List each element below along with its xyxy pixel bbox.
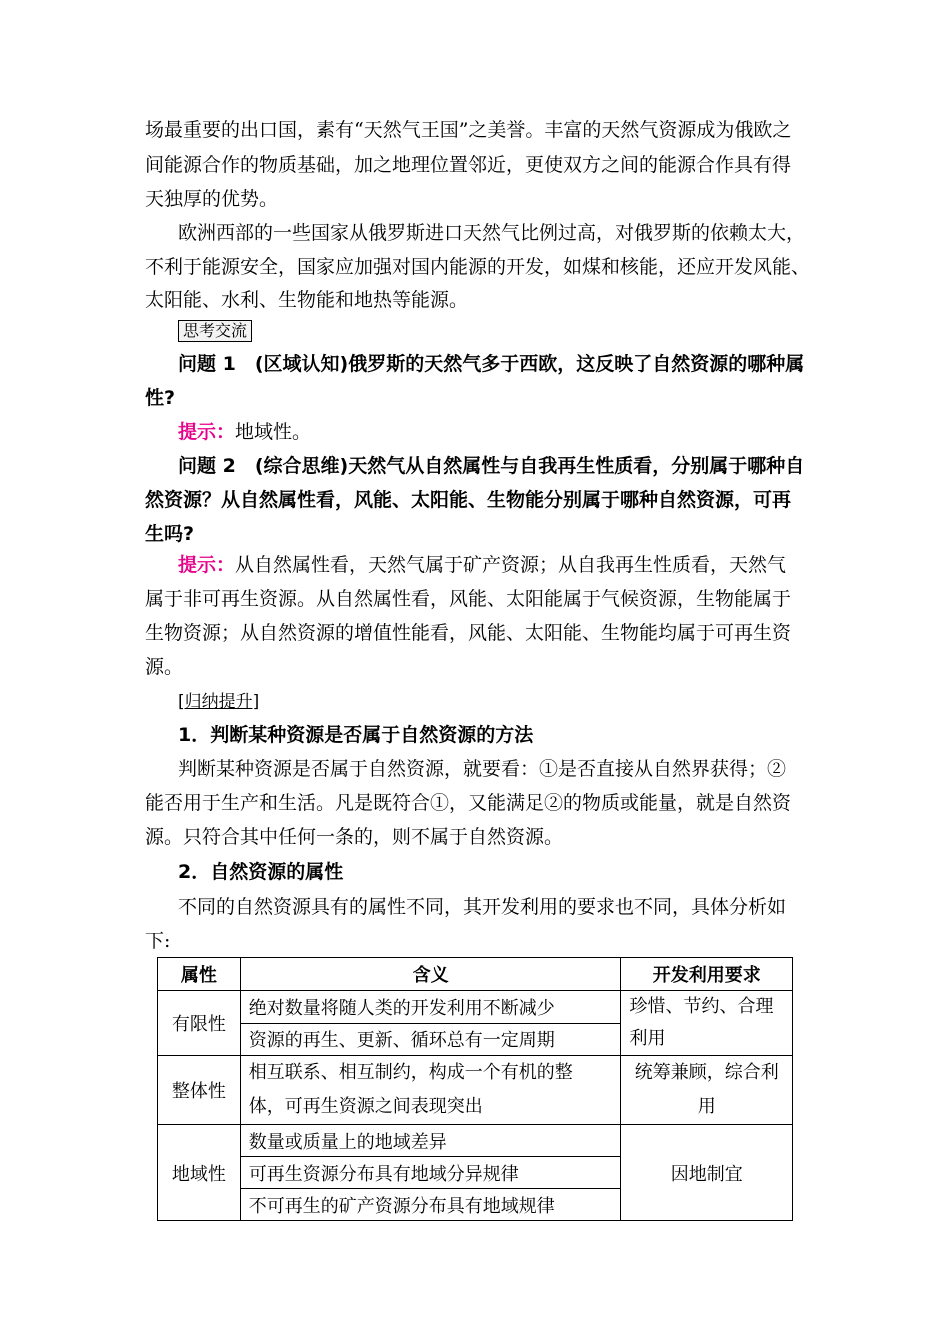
question-2-line: 问题 2 (综合思维)天然气从自然属性与自我再生性质看，分别属于哪种自 xyxy=(178,455,805,477)
summary-text-line: 能否用于生产和生活。凡是既符合①，又能满足②的物质或能量，就是自然资 xyxy=(145,792,792,814)
summary-section-tag: [归纳提升] xyxy=(178,692,260,712)
requirement-line: 珍惜、节约、合理 xyxy=(629,996,774,1017)
answer-2-line: 源。 xyxy=(145,656,184,678)
table-row xyxy=(158,991,793,1024)
summary-text-line: 源。只符合其中任何一条的，则不属于自然资源。 xyxy=(145,826,564,848)
hint-label: 提示： xyxy=(178,554,236,576)
summary-heading-1: 1．判断某种资源是否属于自然资源的方法 xyxy=(178,724,534,746)
meaning-cell xyxy=(240,1056,621,1125)
requirement-cell xyxy=(621,1056,793,1125)
meaning-cell: 资源的再生、更新、循环总有一定周期 xyxy=(240,1023,621,1056)
requirement-line: 利用 xyxy=(629,1028,666,1049)
meaning-cell: 绝对数量将随人类的开发利用不断减少 xyxy=(240,991,621,1024)
requirement-line: 统筹兼顾，综合利 xyxy=(634,1062,779,1083)
paragraph-line: 间能源合作的物质基础，加之地理位置邻近，更使双方之间的能源合作具有得 xyxy=(145,154,792,176)
paragraph-line: 不利于能源安全，国家应加强对国内能源的开发，如煤和核能，还应开发风能、 xyxy=(145,256,811,278)
requirement-cell: 因地制宜 xyxy=(621,1125,793,1221)
meaning-line: 体，可再生资源之间表现突出 xyxy=(248,1096,483,1117)
question-1-line: 性? xyxy=(145,387,176,409)
summary-text-line: 下: xyxy=(145,930,171,952)
meaning-line: 相互联系、相互制约，构成一个有机的整 xyxy=(248,1062,573,1083)
requirement-cell xyxy=(621,991,793,1056)
paragraph-line: 场最重要的出口国，素有“天然气王国”之美誉。丰富的天然气资源成为俄欧之 xyxy=(145,119,792,141)
answer-1-text: 地域性。 xyxy=(235,421,312,443)
meaning-cell: 不可再生的矿产资源分布具有地域规律 xyxy=(240,1189,621,1221)
summary-text-line: 判断某种资源是否属于自然资源，就要看：①是否直接从自然界获得；② xyxy=(178,758,787,780)
paragraph-line: 欧洲西部的一些国家从俄罗斯进口天然气比例过高，对俄罗斯的依赖太大， xyxy=(178,222,806,244)
table-header-cell: 含义 xyxy=(240,958,621,991)
resource-properties-table xyxy=(157,957,793,1221)
question-2-line: 然资源？从自然属性看，风能、太阳能、生物能分别属于哪种自然资源，可再 xyxy=(145,489,792,511)
paragraph-line: 太阳能、水利、生物能和地热等能源。 xyxy=(145,289,469,311)
answer-1 xyxy=(178,420,858,444)
think-section-tag: 思考交流 xyxy=(178,320,252,342)
table-header-cell: 开发利用要求 xyxy=(621,958,793,991)
requirement-line: 用 xyxy=(697,1096,716,1117)
attribute-cell: 有限性 xyxy=(158,991,241,1056)
answer-2-line: 属于非可再生资源。从自然属性看，风能、太阳能属于气候资源，生物能属于 xyxy=(145,588,792,610)
think-section-tag-row xyxy=(178,318,858,342)
attribute-cell: 整体性 xyxy=(158,1056,241,1125)
summary-section-tag-row xyxy=(178,689,858,714)
question-2-line: 生吗? xyxy=(145,523,195,545)
table-header-row xyxy=(158,958,793,991)
paragraph-line: 天独厚的优势。 xyxy=(145,188,279,210)
answer-2-text: 从自然属性看，天然气属于矿产资源；从自我再生性质看，天然气 xyxy=(235,554,787,576)
answer-2-line: 生物资源；从自然资源的增值性能看，风能、太阳能、生物能均属于可再生资 xyxy=(145,622,792,644)
answer-2 xyxy=(178,553,858,577)
summary-text-line: 不同的自然资源具有的属性不同，其开发利用的要求也不同，具体分析如 xyxy=(178,896,787,918)
table-row xyxy=(158,1125,793,1157)
meaning-cell: 可再生资源分布具有地域分异规律 xyxy=(240,1157,621,1189)
table-row xyxy=(158,1056,793,1125)
meaning-cell: 数量或质量上的地域差异 xyxy=(240,1125,621,1157)
hint-label: 提示： xyxy=(178,421,236,443)
question-1-line: 问题 1 (区域认知)俄罗斯的天然气多于西欧，这反映了自然资源的哪种属 xyxy=(178,353,805,375)
attribute-cell: 地域性 xyxy=(158,1125,241,1221)
summary-heading-2: 2．自然资源的属性 xyxy=(178,861,344,883)
table-header-cell: 属性 xyxy=(158,958,241,991)
